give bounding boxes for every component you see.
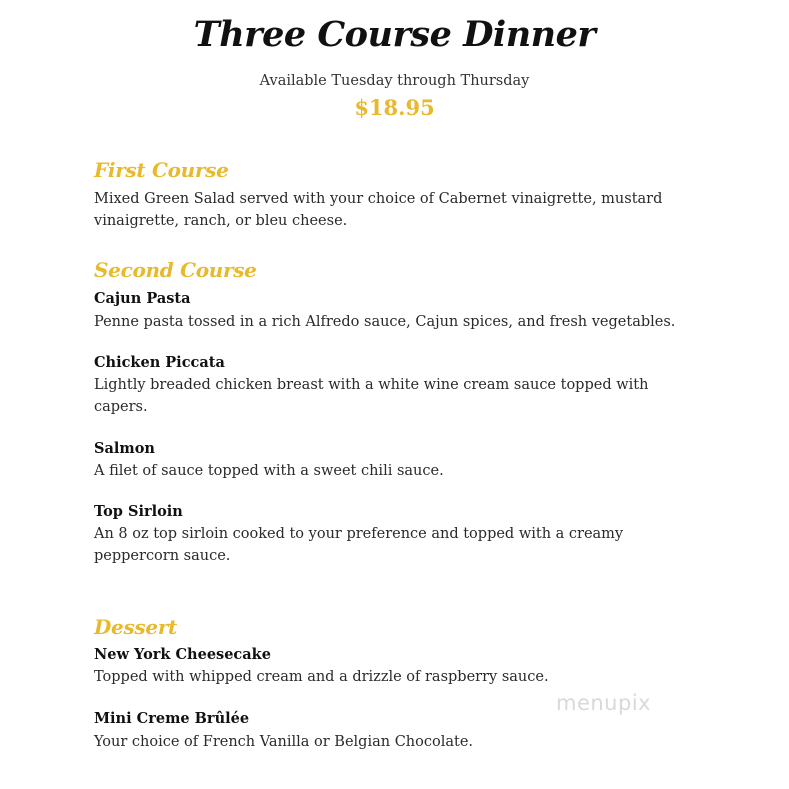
second-course-heading: Second Course — [94, 258, 257, 282]
menu-title: Three Course Dinner — [193, 14, 596, 55]
menu-price: $18.95 — [354, 95, 435, 120]
menu-item-name: Mini Creme Brûlée — [94, 710, 250, 727]
first-course-description: Mixed Green Salad served with your choice of Cabernet vinaigrette, mustard vinaigrette, ranch, or bleu cheese. — [94, 191, 663, 229]
menu-item-description: An 8 oz top sirloin cooked to your preference and topped with a creamy peppercorn sauce. — [94, 526, 624, 564]
menu-item-description: Topped with whipped cream and a drizzle of raspberry sauce. — [94, 669, 549, 685]
menupix-watermark: menupix — [556, 691, 652, 715]
menu-item-description: Your choice of French Vanilla or Belgian Chocolate. — [94, 734, 474, 750]
menu-item-description: Penne pasta tossed in a rich Alfredo sauce, Cajun spices, and fresh vegetables. — [94, 314, 676, 330]
menu-item-description: Lightly breaded chicken breast with a white wine cream sauce topped with capers. — [94, 377, 649, 415]
availability-text: Available Tuesday through Thursday — [259, 73, 530, 89]
dessert-heading: Dessert — [94, 615, 177, 639]
menu-item-name: New York Cheesecake — [94, 646, 271, 663]
menu-item-name: Chicken Piccata — [94, 354, 225, 371]
menu-item-name: Top Sirloin — [94, 503, 183, 520]
first-course-heading: First Course — [94, 158, 229, 182]
menu-item-name: Cajun Pasta — [94, 290, 191, 307]
menu-item-name: Salmon — [94, 440, 155, 457]
menu-item-description: A filet of sauce topped with a sweet chili sauce. — [94, 463, 444, 479]
